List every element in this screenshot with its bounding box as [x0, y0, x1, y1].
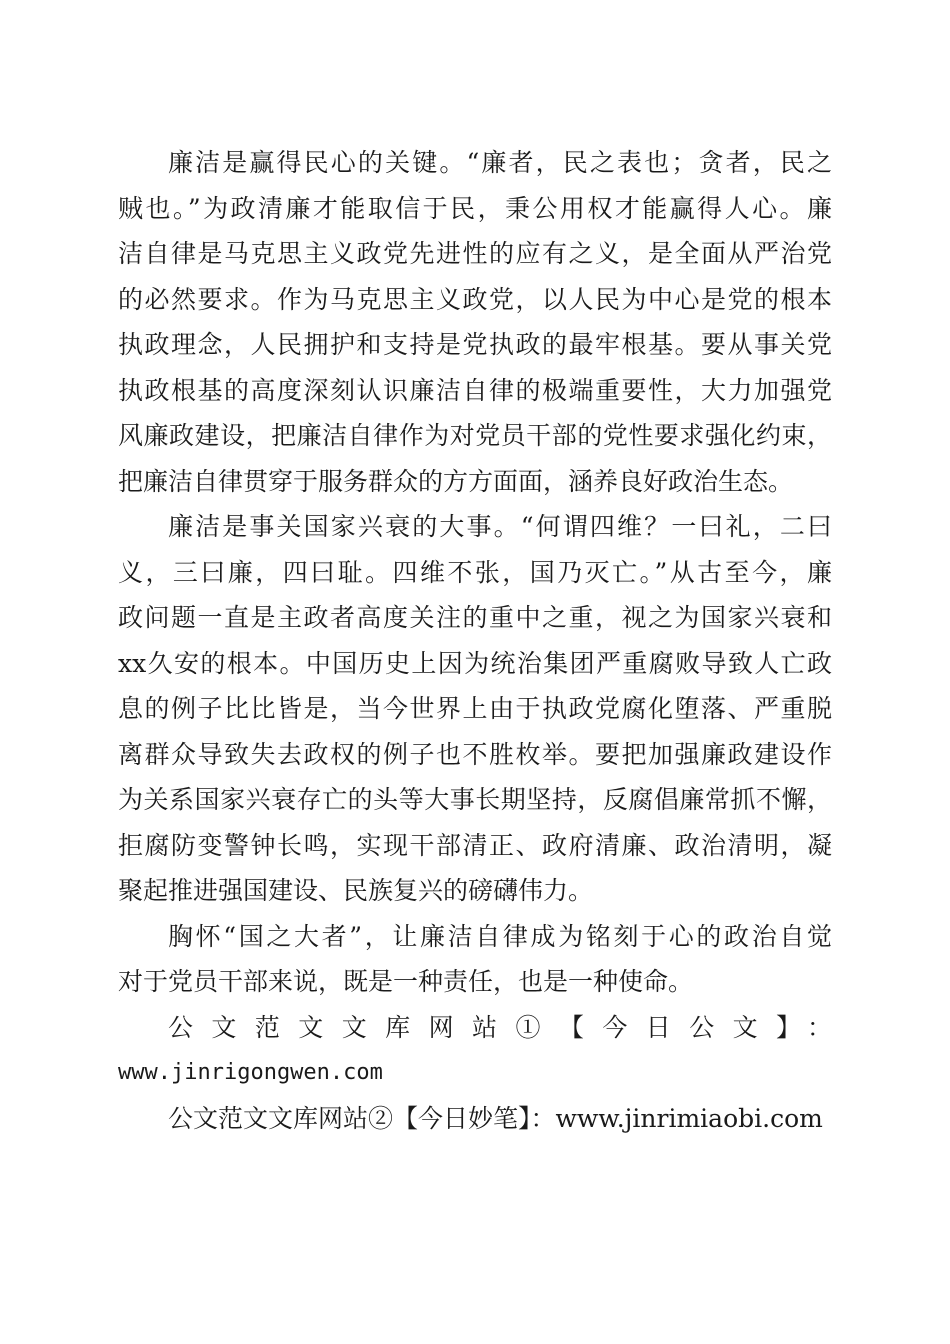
text-line: 对于党员干部来说，既是一种责任，也是一种使命。 — [118, 967, 694, 996]
text-line: xx久安的根本。中国历史上因为统治集团严重腐败导致人亡政 — [118, 648, 832, 678]
text-line: 廉洁是赢得民心的关键。“廉者，民之表也；贪者，民之 — [168, 148, 832, 177]
text-line: 执政理念，人民拥护和支持是党执政的最牢根基。要从事关党 — [118, 330, 832, 359]
paragraph-integrity-wins-hearts — [118, 140, 832, 504]
text-line: 的必然要求。作为马克思主义政党，以人民为中心是党的根本 — [118, 284, 832, 314]
text-line: 义，三曰廉，四曰耻。四维不张，国乃灭亡。”从古至今，廉 — [118, 557, 832, 587]
text-line: 聚起推进强国建设、民族复兴的磅礴伟力。 — [118, 876, 594, 905]
text-line: 息的例子比比皆是，当今世界上由于执政党腐化堕落、严重脱 — [118, 694, 832, 723]
text-line: 贼也。”为政清廉才能取信于民，秉公用权才能赢得人心。廉 — [118, 193, 832, 223]
text-line: 洁自律是马克思主义政党先进性的应有之义，是全面从严治党 — [118, 239, 832, 268]
website-label-with-url[interactable]: 公文范文文库网站②【今日妙笔】：www.jinrimiaobi.com — [168, 1103, 823, 1133]
text-line: 风廉政建设，把廉洁自律作为对党员干部的党性要求强化约束， — [118, 421, 832, 450]
website-url-link[interactable]: www.jinrigongwen.com — [118, 1060, 383, 1085]
paragraph-political-consciousness — [118, 914, 832, 1005]
website-label: 公文范文文库网站①【今日公文】： — [168, 1012, 832, 1042]
paragraph-website-link-2 — [118, 1096, 832, 1142]
text-line: 离群众导致失去政权的例子也不胜枚举。要把加强廉政建设作 — [118, 739, 832, 769]
text-line: 拒腐防变警钟长鸣，实现干部清正、政府清廉、政治清明，凝 — [118, 830, 832, 860]
text-line: 为关系国家兴衰存亡的头等大事长期坚持，反腐倡廉常抓不懈， — [118, 785, 832, 814]
text-line: 胸怀“国之大者”，让廉洁自律成为铭刻于心的政治自觉 — [168, 921, 832, 951]
text-line: 执政根基的高度深刻认识廉洁自律的极端重要性，大力加强党 — [118, 375, 832, 405]
text-line: 廉洁是事关国家兴衰的大事。“何谓四维？一曰礼，二曰 — [168, 512, 832, 541]
document-body — [118, 140, 832, 1141]
text-line: 政问题一直是主政者高度关注的重中之重，视之为国家兴衰和 — [118, 603, 832, 632]
paragraph-national-rise-fall — [118, 504, 832, 914]
paragraph-website-link-1 — [118, 1005, 832, 1096]
text-line: 把廉洁自律贯穿于服务群众的方方面面，涵养良好政治生态。 — [118, 466, 794, 496]
